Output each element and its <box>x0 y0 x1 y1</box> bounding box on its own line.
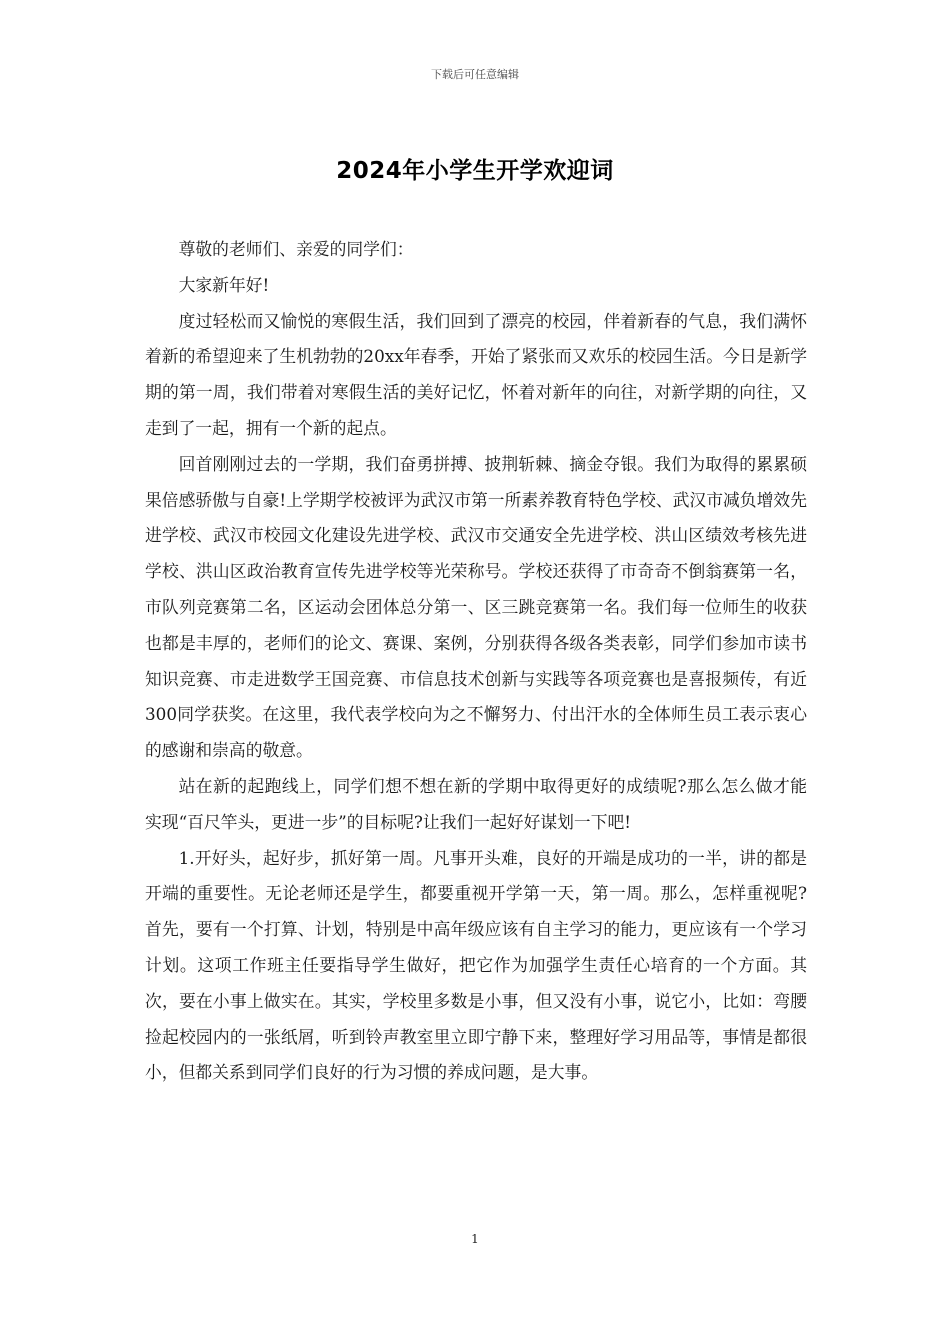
page-number: 1 <box>471 1232 479 1246</box>
document-body <box>145 232 807 1091</box>
paragraph-point-1: 1.开好头，起好步，抓好第一周。凡事开头难，良好的开端是成功的一半，讲的都是开端的重要性。无论老师还是学生，都要重视开学第一天，第一周。那么，怎样重视呢?首先，要有一个打算、计划，特别是中高年级应该有自主学习的能力，更应该有一个学习计划。这项工作班主任要指导学生做好，把它作为加强学生责任心培育的一个方面。其次，要在小事上做实在。其实，学校里多数是小事，但又没有小事，说它小，比如：弯腰捡起校园内的一张纸屑，听到铃声教室里立即宁静下来，整理好学习用品等，事情是都很小，但都关系到同学们良好的行为习惯的养成问题，是大事。 <box>145 847 807 1083</box>
paragraph-intro: 度过轻松而又愉悦的寒假生活，我们回到了漂亮的校园，伴着新春的气息，我们满怀着新的希望迎来了生机勃勃的20xx年春季，开始了紧张而又欢乐的校园生活。今日是新学期的第一周，我们带着对寒假生活的美好记忆，怀着对新年的向往，对新学期的向往，又走到了一起，拥有一个新的起点。 <box>145 310 807 438</box>
page-header: 下载后可任意编辑 <box>431 68 519 81</box>
paragraph-review: 回首刚刚过去的一学期，我们奋勇拼搏、披荆斩棘、摘金夺银。我们为取得的累累硕果倍感骄傲与自豪!上学期学校被评为武汉市第一所素养教育特色学校、武汉市减负增效先进学校、武汉市校园文化建设先进学校、武汉市交通安全先进学校、洪山区绩效考核先进学校、洪山区政治教育宣传先进学校等光荣称号。学校还获得了市奇奇不倒翁赛第一名，市队列竞赛第二名，区运动会团体总分第一、区三跳竞赛第一名。我们每一位师生的收获也都是丰厚的，老师们的论文、赛课、案例，分别获得各级各类表彰，同学们参加市读书知识竞赛、市走进数学王国竞赛、市信息技术创新与实践等各项竞赛也是喜报频传，有近300同学获奖。在这里，我代表学校向为之不懈努力、付出汗水的全体师生员工表示衷心的感谢和崇高的敬意。 <box>145 453 807 761</box>
paragraph-transition: 站在新的起跑线上，同学们想不想在新的学期中取得更好的成绩呢?那么怎么做才能实现“百尺竿头，更进一步”的目标呢?让我们一起好好谋划一下吧! <box>145 775 807 832</box>
document-title: 2024年小学生开学欢迎词 <box>336 158 614 184</box>
salutation: 尊敬的老师们、亲爱的同学们： <box>178 239 414 259</box>
greeting: 大家新年好! <box>178 274 270 295</box>
